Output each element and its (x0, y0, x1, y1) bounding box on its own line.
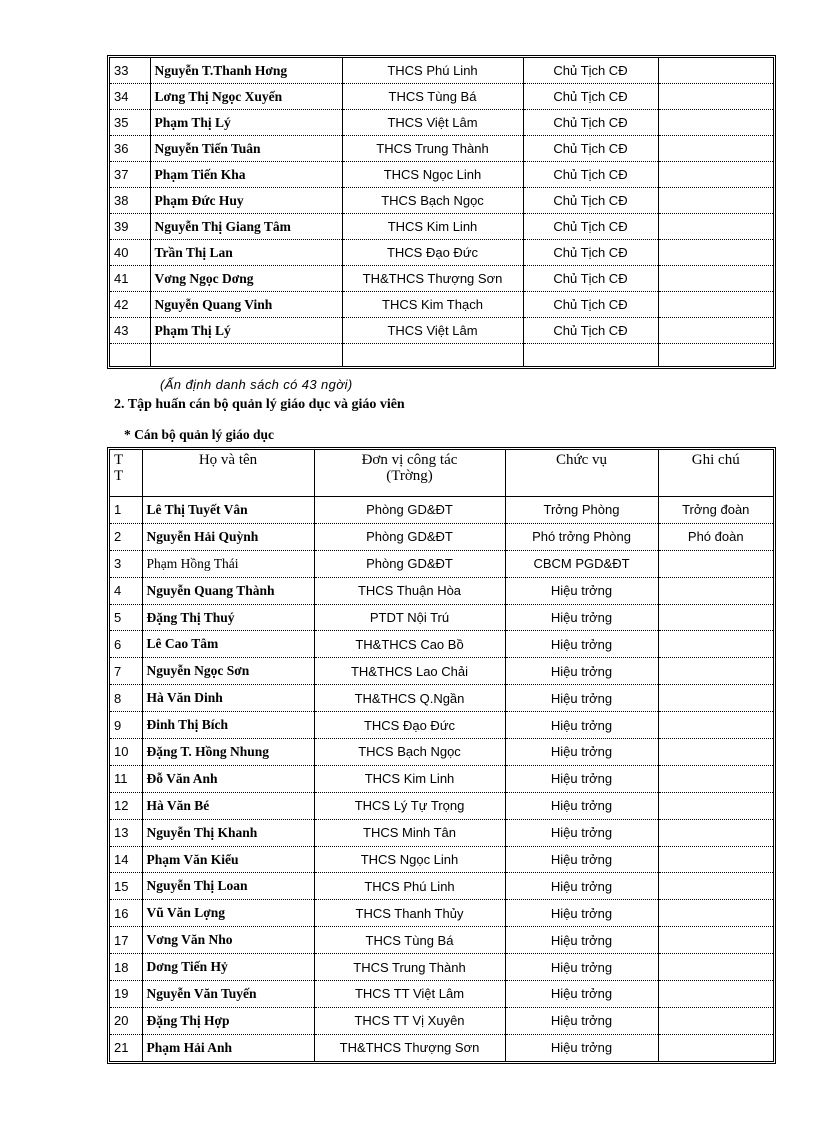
position: Hiệu trởng (505, 765, 658, 792)
row-number: 13 (110, 819, 142, 846)
person-name: Đặng T. Hồng Nhung (142, 739, 314, 766)
work-unit: TH&THCS Thượng Sơn (342, 266, 523, 292)
work-unit: THCS TT Việt Lâm (314, 981, 505, 1008)
row-number: 38 (110, 188, 150, 214)
note: Trởng đoàn (658, 497, 773, 524)
work-unit: THCS Ngọc Linh (342, 162, 523, 188)
row-number: 16 (110, 900, 142, 927)
work-unit: THCS Phú Linh (342, 58, 523, 84)
table-row (110, 954, 773, 981)
work-unit: THCS Minh Tân (314, 819, 505, 846)
note (658, 765, 773, 792)
note (658, 873, 773, 900)
table-row (110, 318, 773, 344)
row-number: 5 (110, 604, 142, 631)
note (658, 1007, 773, 1034)
work-unit: TH&THCS Thượng Sơn (314, 1034, 505, 1060)
row-number: 12 (110, 792, 142, 819)
position: Hiệu trởng (505, 846, 658, 873)
work-unit: THCS Việt Lâm (342, 110, 523, 136)
row-number: 43 (110, 318, 150, 344)
row-number: 1 (110, 497, 142, 524)
position: Hiệu trởng (505, 792, 658, 819)
row-number: 3 (110, 550, 142, 577)
position: Hiệu trởng (505, 981, 658, 1008)
note (658, 900, 773, 927)
row-number: 37 (110, 162, 150, 188)
row-number: 14 (110, 846, 142, 873)
work-unit: THCS Bạch Ngọc (342, 188, 523, 214)
note (658, 292, 773, 318)
row-number: 2 (110, 523, 142, 550)
work-unit: Phòng GD&ĐT (314, 523, 505, 550)
note (658, 136, 773, 162)
person-name: Nguyễn Hải Quỳnh (142, 523, 314, 550)
position: Hiệu trởng (505, 1034, 658, 1060)
note (658, 631, 773, 658)
row-number: 41 (110, 266, 150, 292)
note (658, 604, 773, 631)
note (658, 58, 773, 84)
person-name: Vơng Ngọc Dơng (150, 266, 342, 292)
row-number: 15 (110, 873, 142, 900)
note (658, 954, 773, 981)
list-count-note: (Ấn định danh sách có 43 ngời) (160, 377, 353, 392)
table-row (110, 84, 773, 110)
row-number: 10 (110, 739, 142, 766)
position: Hiệu trởng (505, 819, 658, 846)
person-name: Phạm Tiến Kha (150, 162, 342, 188)
row-number: 33 (110, 58, 150, 84)
table-row (110, 981, 773, 1008)
position: Hiệu trởng (505, 631, 658, 658)
table-row (110, 1034, 773, 1060)
work-unit: THCS Trung Thành (314, 954, 505, 981)
work-unit: THCS Đạo Đức (342, 240, 523, 266)
row-number: 8 (110, 685, 142, 712)
note (658, 577, 773, 604)
position: Chủ Tịch CĐ (523, 318, 658, 344)
work-unit: Phòng GD&ĐT (314, 550, 505, 577)
row-number: 39 (110, 214, 150, 240)
person-name: Đặng Thị Hợp (142, 1007, 314, 1034)
work-unit: Phòng GD&ĐT (314, 497, 505, 524)
table-row (110, 658, 773, 685)
table-row (110, 1007, 773, 1034)
section-title: 2. Tập huấn cán bộ quản lý giáo dục và giáo viên (114, 397, 405, 412)
position: Chủ Tịch CĐ (523, 58, 658, 84)
table-row (110, 577, 773, 604)
note (658, 819, 773, 846)
row-number: 18 (110, 954, 142, 981)
person-name: Phạm Văn Kiểu (142, 846, 314, 873)
work-unit: TH&THCS Q.Ngần (314, 685, 505, 712)
position: Hiệu trởng (505, 604, 658, 631)
person-name: Nguyễn Tiến Tuân (150, 136, 342, 162)
subsection-title: * Cán bộ quản lý giáo dục (124, 427, 275, 442)
table-row (110, 136, 773, 162)
position: Hiệu trởng (505, 658, 658, 685)
management-table-container (107, 447, 776, 1064)
note (658, 658, 773, 685)
table-row (110, 292, 773, 318)
person-name: Phạm Thị Lý (150, 318, 342, 344)
work-unit: TH&THCS Cao Bồ (314, 631, 505, 658)
position: Trởng Phòng (505, 497, 658, 524)
person-name: Phạm Thị Lý (150, 110, 342, 136)
table-row (110, 58, 773, 84)
table-row (110, 900, 773, 927)
table-row (110, 685, 773, 712)
position: Chủ Tịch CĐ (523, 240, 658, 266)
header-unit (314, 450, 505, 497)
position: Hiệu trởng (505, 900, 658, 927)
header-unit-line1: Đơn vị công tác (361, 452, 458, 468)
note (658, 84, 773, 110)
person-name: Nguyễn Thị Loan (142, 873, 314, 900)
work-unit: THCS Kim Linh (314, 765, 505, 792)
table-row-empty (110, 344, 773, 367)
empty-cell (342, 344, 523, 367)
note (658, 110, 773, 136)
header-no (110, 450, 142, 497)
table-row (110, 240, 773, 266)
row-number: 34 (110, 84, 150, 110)
note (658, 550, 773, 577)
table-row (110, 765, 773, 792)
work-unit: THCS Lý Tự Trọng (314, 792, 505, 819)
table-row (110, 162, 773, 188)
person-name: Nguyễn Thị Khanh (142, 819, 314, 846)
row-number: 4 (110, 577, 142, 604)
position: Chủ Tịch CĐ (523, 214, 658, 240)
person-name: Hà Văn Dinh (142, 685, 314, 712)
row-number: 9 (110, 712, 142, 739)
person-name: Nguyễn Thị Giang Tâm (150, 214, 342, 240)
position: Hiệu trởng (505, 927, 658, 954)
table-row (110, 739, 773, 766)
table-row (110, 497, 773, 524)
header-name: Họ và tên (142, 450, 314, 497)
person-name: Đặng Thị Thuý (142, 604, 314, 631)
row-number: 42 (110, 292, 150, 318)
empty-cell (110, 344, 150, 367)
position: Chủ Tịch CĐ (523, 188, 658, 214)
chairman-table-container (107, 55, 776, 369)
note (658, 981, 773, 1008)
note (658, 792, 773, 819)
work-unit: THCS Tùng Bá (314, 927, 505, 954)
row-number: 19 (110, 981, 142, 1008)
chairman-table-body (110, 58, 773, 366)
table-row (110, 523, 773, 550)
person-name: Nguyễn Ngọc Sơn (142, 658, 314, 685)
header-position: Chức vụ (505, 450, 658, 497)
position: Chủ Tịch CĐ (523, 110, 658, 136)
table-row (110, 712, 773, 739)
table-row (110, 792, 773, 819)
table-row (110, 873, 773, 900)
note (658, 1034, 773, 1060)
note (658, 927, 773, 954)
header-note: Ghi chú (658, 450, 773, 497)
person-name: Phạm Hải Anh (142, 1034, 314, 1060)
position: Hiệu trởng (505, 712, 658, 739)
person-name: Nguyễn Quang Vinh (150, 292, 342, 318)
position: Phó trởng Phòng (505, 523, 658, 550)
row-number: 11 (110, 765, 142, 792)
row-number: 6 (110, 631, 142, 658)
row-number: 7 (110, 658, 142, 685)
row-number: 20 (110, 1007, 142, 1034)
person-name: Lơng Thị Ngọc Xuyến (150, 84, 342, 110)
row-number: 35 (110, 110, 150, 136)
row-number: 40 (110, 240, 150, 266)
person-name: Vơng Văn Nho (142, 927, 314, 954)
work-unit: THCS Phú Linh (314, 873, 505, 900)
management-table-body (110, 497, 773, 1061)
table-row (110, 266, 773, 292)
note (658, 162, 773, 188)
note (658, 712, 773, 739)
note (658, 188, 773, 214)
empty-cell (150, 344, 342, 367)
note (658, 318, 773, 344)
empty-cell (658, 344, 773, 367)
note (658, 266, 773, 292)
header-no-label: T T (114, 452, 124, 484)
work-unit: THCS Thuận Hòa (314, 577, 505, 604)
chairman-table (110, 58, 773, 366)
table-header-row (110, 450, 773, 497)
row-number: 36 (110, 136, 150, 162)
position: Chủ Tịch CĐ (523, 266, 658, 292)
person-name: Phạm Hồng Thái (142, 550, 314, 577)
table-row (110, 846, 773, 873)
table-row (110, 110, 773, 136)
table-row (110, 604, 773, 631)
table-row (110, 927, 773, 954)
person-name: Hà Văn Bé (142, 792, 314, 819)
header-unit-line2: (Trờng) (386, 468, 433, 484)
work-unit: PTDT Nội Trú (314, 604, 505, 631)
position: Hiệu trởng (505, 577, 658, 604)
position: Chủ Tịch CĐ (523, 292, 658, 318)
note (658, 846, 773, 873)
person-name: Vũ Văn Lợng (142, 900, 314, 927)
table-row (110, 819, 773, 846)
person-name: Dơng Tiến Hỷ (142, 954, 314, 981)
position: Hiệu trởng (505, 954, 658, 981)
person-name: Lê Cao Tâm (142, 631, 314, 658)
note (658, 685, 773, 712)
position: Hiệu trởng (505, 685, 658, 712)
position: Chủ Tịch CĐ (523, 136, 658, 162)
row-number: 17 (110, 927, 142, 954)
note (658, 240, 773, 266)
work-unit: THCS Trung Thành (342, 136, 523, 162)
note: Phó đoàn (658, 523, 773, 550)
work-unit: THCS Thanh Thủy (314, 900, 505, 927)
work-unit: THCS Tùng Bá (342, 84, 523, 110)
note (658, 739, 773, 766)
person-name: Lê Thị Tuyết Vân (142, 497, 314, 524)
row-number: 21 (110, 1034, 142, 1060)
person-name: Đỗ Văn Anh (142, 765, 314, 792)
position: Chủ Tịch CĐ (523, 162, 658, 188)
person-name: Đinh Thị Bích (142, 712, 314, 739)
table-row (110, 550, 773, 577)
person-name: Nguyễn Văn Tuyến (142, 981, 314, 1008)
work-unit: TH&THCS Lao Chải (314, 658, 505, 685)
table-row (110, 631, 773, 658)
work-unit: THCS Bạch Ngọc (314, 739, 505, 766)
note (658, 214, 773, 240)
position: Hiệu trởng (505, 1007, 658, 1034)
table-row (110, 214, 773, 240)
empty-cell (523, 344, 658, 367)
work-unit: THCS Kim Thạch (342, 292, 523, 318)
position: Hiệu trởng (505, 739, 658, 766)
management-table (110, 450, 773, 1061)
person-name: Phạm Đức Huy (150, 188, 342, 214)
work-unit: THCS TT Vị Xuyên (314, 1007, 505, 1034)
person-name: Nguyễn T.Thanh Hơng (150, 58, 342, 84)
work-unit: THCS Việt Lâm (342, 318, 523, 344)
person-name: Nguyễn Quang Thành (142, 577, 314, 604)
work-unit: THCS Kim Linh (342, 214, 523, 240)
position: Chủ Tịch CĐ (523, 84, 658, 110)
position: CBCM PGD&ĐT (505, 550, 658, 577)
work-unit: THCS Đạo Đức (314, 712, 505, 739)
table-row (110, 188, 773, 214)
person-name: Trần Thị Lan (150, 240, 342, 266)
work-unit: THCS Ngọc Linh (314, 846, 505, 873)
position: Hiệu trởng (505, 873, 658, 900)
